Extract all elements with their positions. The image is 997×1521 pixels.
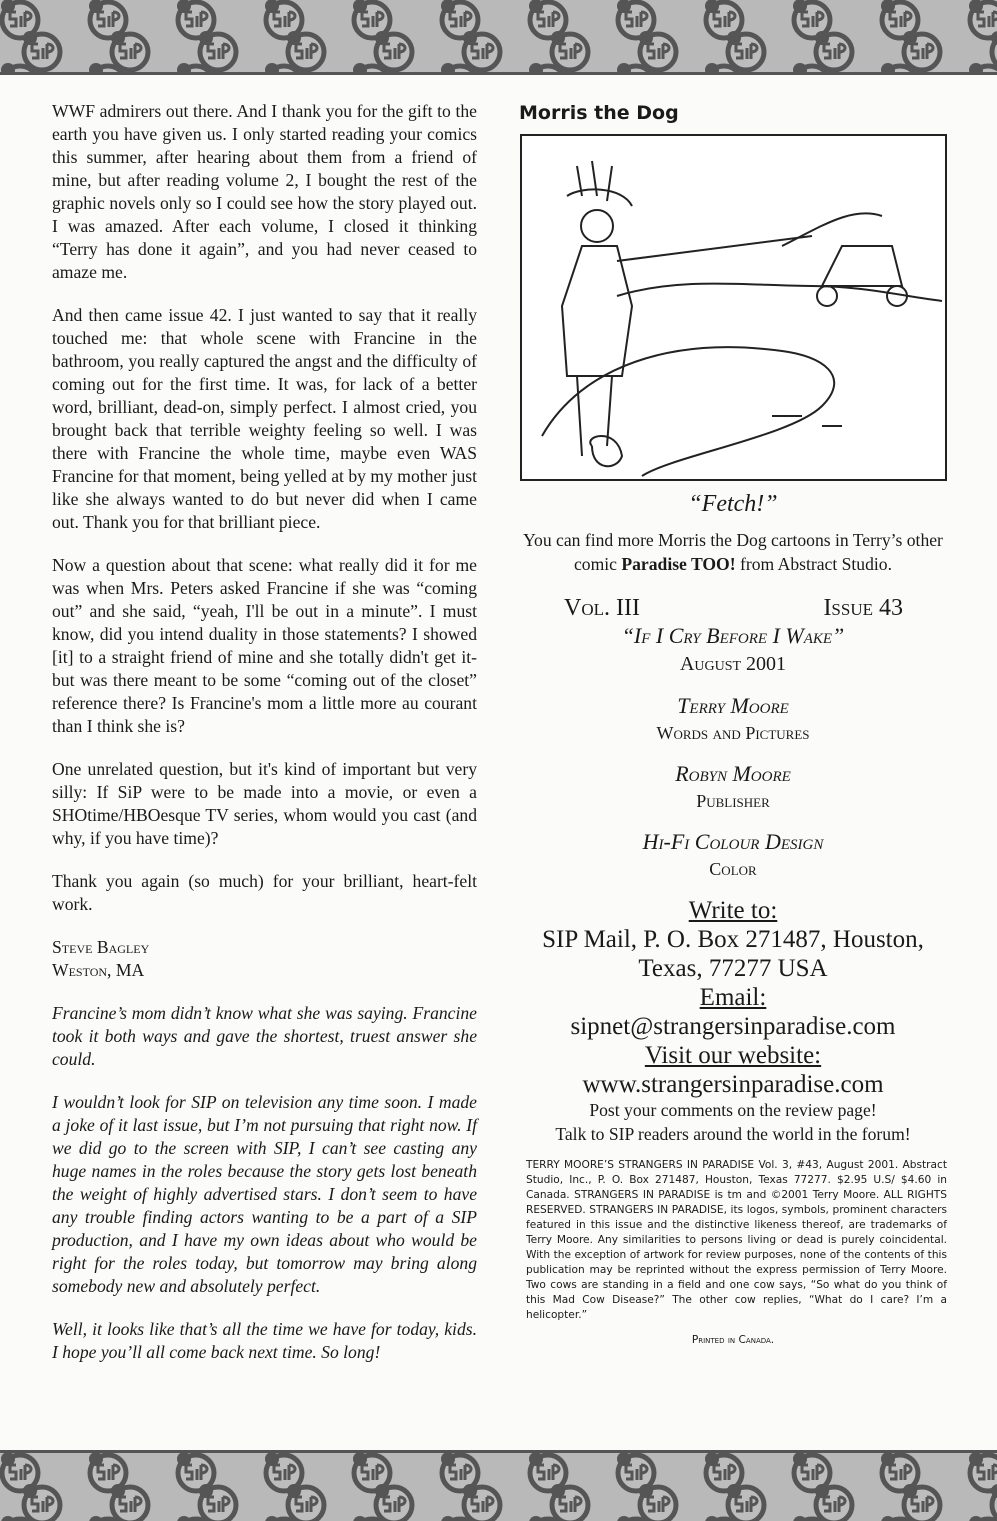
sip-logo-icon [551,31,588,70]
letter-paragraph: Now a question about that scene: what really did it for me was when Mrs. Peters asked Francine if she was “coming out” and she said, “yeah, I'll be out in a minute”. I must know, did you intend duality in those statements? I showed [it] to a straight friend of mine and she totally didn't get it- but was there meant to be some “coming out of the closet” reference there? Is Francine's mom a little more au courant than I think she is? [52,555,477,736]
note-line: Post your comments on the review page! [589,1100,877,1120]
credit-name: Robyn Moore [675,761,791,786]
credit-role: Words and Pictures [656,723,810,743]
issue-date: August 2001 [679,653,787,675]
sip-logo-icon [727,1484,764,1521]
sip-logo-icon [23,1484,60,1521]
website-link[interactable]: www.strangersinparadise.com [582,1071,884,1098]
sip-logo-icon [199,1484,236,1521]
sip-logo-icon [969,63,997,72]
legal-indicia: TERRY MOORE’S STRANGERS IN PARADISE Vol. 3, #43, August 2001. Abstract Studio, Inc., P. O. Box 271487, Houston, Texas 77277. $2.95 U.S/ $4.60 in Canada. STRANGERS IN PARADISE is tm and ©2001 Terry Moore. ALL RIGHTS RESERVED. STRANGERS IN PARADISE, its logos, symbols, prominent characters featured in this issue and the distinctive likeness thereof, are trademarks of Terry Moore. Any similarities to persons living or dead is purely coincidental. With the exception of artwork for review purposes, none of the contents of this publication may be reprinted without the express permission of Terry Moore. Two cows are standing in a field and one cow says, “So what do you think of this Mad Cow Disease?” The other cow replies, “What do I care? I’m a helicopter.” [526,1159,947,1321]
letter-paragraph: And then came issue 42. I just wanted to say that it really touched me: that whole scene with Francine in the bathroom, you really captured the angst and the difficulty of coming out for the first time. It was, for lack of a better word, brilliant, dead-on, simply perfect. I almost cried, you brought back that terrible weighty feeling so well. I was there with Francine the whole time, maybe even WAS Francine for that moment, being yelled at by my mother just like she always wanted to do but never did when I came out. Thank you for that brilliant piece. [52,305,477,532]
sip-logo-icon [991,1484,997,1521]
sip-logo-icon [903,31,940,70]
volume-issue-row [519,594,947,622]
sip-logo-icon [969,1516,997,1521]
volume: Vol. III [564,595,640,621]
sip-logo-icon [287,1484,324,1521]
sip-logo-icon [903,1484,940,1521]
promo-text: from Abstract Studio. [735,553,892,574]
sip-logo-icon [551,1484,588,1521]
sip-logo-icon [463,1484,500,1521]
promo-text: You can find more Morris the Dog cartoons in Terry’s other comic [523,530,943,574]
sip-logo-icon [463,31,500,70]
sip-logo-icon [727,31,764,70]
website-label: Visit our website: [644,1042,822,1069]
note-line: Talk to SIP readers around the world in the forum! [555,1123,911,1144]
sip-logo-icon [815,1484,852,1521]
signature-place: Weston, MA [52,960,145,980]
signature [52,936,477,982]
write-label: Write to: [688,897,778,924]
issue: Issue 43 [823,595,903,621]
strip-caption: “Fetch!” [688,491,778,517]
promo-comic-name: Paradise TOO! [621,553,736,574]
top-logo-banner [0,0,997,75]
letter-paragraph: WWF admirers out there. And I thank you for the gift to the earth you have given us. I only started reading your comics this summer, after hearing about them from a friend of mine, but after reading volume 2, I bought the rest of the graphic novels only so I could see how the story played out. I was amazed. After each volume, I closed it thinking “Terry has done it again”, and you had never ceased to amaze me. [52,101,477,282]
credit-name: Terry Moore [677,693,789,718]
letter-column [52,100,477,1384]
reply-paragraph: Well, it looks like that’s all the time we have for today, kids. I hope you’ll all come back next time. So long! [52,1319,477,1362]
sip-logo-icon [969,1453,997,1491]
reply-paragraph: I wouldn’t look for SIP on television any time soon. I made a joke of it last issue, but I’m not pursuing that right now. If we did go to the screen with SIP, I can’t see casting any huge names in the roles because the story gets lost beneath the weight of highly advertised stars. I don’t seem to have any trouble finding actors wanting to be a part of a SIP production, and I have my own ideas about who would be right for the roles today, but tomorrow may bring along somebody new and absolutely perfect. [52,1092,477,1296]
strip-title: Morris the Dog [519,102,679,124]
email-link[interactable]: sipnet@strangersinparadise.com [570,1013,896,1040]
sip-logo-icon [111,31,148,70]
strip-promo [519,529,947,576]
address-line: Texas, 77277 USA [638,955,828,982]
letter-paragraph: One unrelated question, but it's kind of important but very silly: If SiP were to be made into a movie, or even a SHOtime/HBOesque TV series, whom would you cast (and why, if you have time)? [52,759,477,848]
sip-logo-icon [375,31,412,70]
masthead-column [519,100,947,1348]
sip-logo-icon [639,31,676,70]
email-label: Email: [699,984,767,1011]
address-line: SIP Mail, P. O. Box 271487, Houston, [542,926,924,953]
credit-role: Color [709,859,757,879]
reply-paragraph: Francine’s mom didn’t know what she was saying. Francine took it both ways and gave the shortest, truest answer she could. [52,1003,477,1069]
credit-role: Publisher [696,791,770,811]
bottom-logo-banner [0,1450,997,1521]
sip-logo-icon [287,31,324,70]
morris-cartoon-image [520,134,947,481]
printed-in: Printed in Canada. [691,1334,775,1346]
credit-name: Hi-Fi Colour Design [642,829,824,854]
story-title: “If I Cry Before I Wake” [621,623,845,648]
sip-logo-icon [23,31,60,70]
sip-logo-icon [969,0,997,38]
sip-logo-icon [375,1484,412,1521]
sip-logo-icon [111,1484,148,1521]
sip-logo-icon [199,31,236,70]
signature-name: Steve Bagley [52,937,150,957]
letter-paragraph: Thank you again (so much) for your brilliant, heart-felt work. [52,871,477,914]
sip-logo-icon [639,1484,676,1521]
sip-logo-icon [815,31,852,70]
